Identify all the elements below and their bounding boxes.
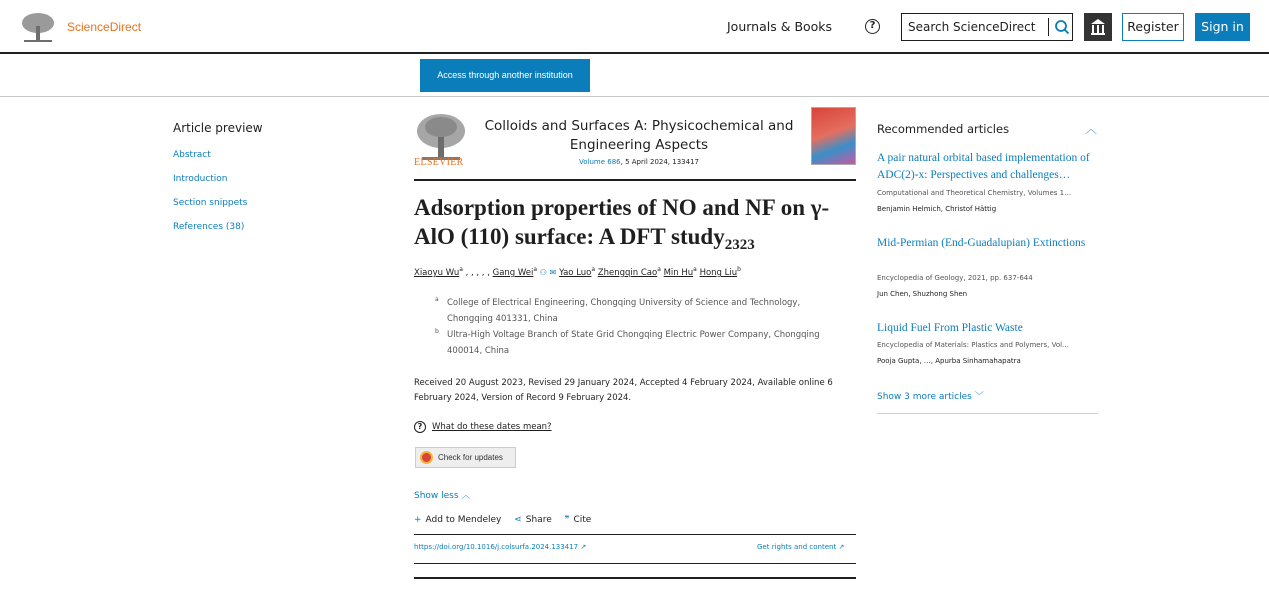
volume-details: , 5 April 2024, 133417 (620, 158, 699, 166)
add-to-mendeley-link[interactable]: Add to Mendeley (425, 515, 502, 525)
article-actions (414, 515, 591, 525)
journal-title-link[interactable]: Colloids and Surfaces A: Physicochemical and Engineering Aspects (484, 118, 794, 153)
affiliation-text: College of Electrical Engineering, Chongqing University of Science and Technology, Chongqing 401331, China (447, 298, 801, 324)
recommended-article-title[interactable]: Liquid Fuel From Plastic Waste (877, 322, 1023, 334)
search-input[interactable]: Search ScienceDirect (908, 20, 1036, 34)
crossmark-icon (420, 451, 433, 464)
recommended-articles-heading: Recommended articles (877, 122, 1010, 136)
dates-help[interactable] (414, 421, 552, 433)
article-dates: Received 20 August 2023, Revised 29 January 2024, Accepted 4 February 2024, Available online 6 February 2024, Version of Record 9 February 2024. (414, 378, 833, 403)
journal-cover-image[interactable] (811, 107, 856, 165)
recommended-divider (877, 413, 1098, 414)
author-sup: a (693, 266, 697, 273)
author-separator: , , , , , (465, 267, 490, 278)
article-title (414, 193, 856, 260)
article-title-text: Adsorption properties of NO and NF on γ-AlO (110) surface: A DFT study (414, 195, 830, 249)
author-link[interactable]: Xiaoyu Wu (414, 267, 460, 278)
author-link[interactable]: Gang Wei (492, 267, 534, 278)
doi-link[interactable] (414, 543, 586, 551)
affiliation-mark: a (435, 296, 439, 303)
show-more-articles-button[interactable] (877, 389, 984, 402)
external-link-icon: ↗ (580, 543, 587, 551)
author-list (414, 266, 741, 278)
rights-text: Get rights and content (757, 543, 837, 551)
author-sup: a (591, 266, 596, 273)
search-box[interactable] (901, 13, 1073, 41)
recommended-article-authors: Pooja Gupta, …, Apurba Sinhamahapatra (877, 357, 1021, 365)
help-icon: ? (414, 421, 426, 433)
rights-link[interactable] (757, 543, 844, 551)
access-institution-button[interactable]: Access through another institution (420, 59, 590, 92)
chevron-up-icon: ︿ (461, 491, 471, 501)
actions-divider (414, 534, 856, 535)
help-icon[interactable]: ? (865, 19, 880, 34)
author-link[interactable]: Zhengqin Cao (597, 267, 658, 278)
sidebar-item-references[interactable]: References (38) (173, 222, 245, 232)
show-less-toggle[interactable] (414, 488, 470, 501)
sidebar-item-abstract[interactable]: Abstract (173, 150, 211, 160)
doi-divider-light (414, 563, 856, 564)
recommended-article-authors: Jun Chen, Shuzhong Shen (877, 290, 968, 298)
chevron-up-icon[interactable]: ︿ (1085, 122, 1098, 136)
recommended-article-source: Computational and Theoretical Chemistry, Volumes 1… (877, 189, 1072, 197)
section-divider (414, 577, 856, 579)
quote-icon[interactable]: ❞ (564, 515, 570, 525)
check-for-updates-button[interactable] (415, 447, 516, 468)
register-button[interactable]: Register (1122, 13, 1184, 41)
external-link-icon: ↗ (838, 543, 845, 551)
author-link[interactable]: Hong Liu (699, 267, 738, 278)
search-divider (1048, 18, 1049, 36)
sidebar-item-introduction[interactable]: Introduction (173, 174, 228, 184)
chevron-down-icon: ﹀ (974, 392, 984, 402)
sidebar-item-section-snippets[interactable]: Section snippets (173, 198, 248, 208)
author-link[interactable]: Min Hu (663, 267, 694, 278)
author-sup: a (533, 266, 538, 273)
top-navigation-bar (0, 0, 1269, 54)
access-bar (0, 55, 1269, 97)
author-sup: b (737, 266, 741, 273)
journals-books-link[interactable]: Journals & Books (727, 19, 833, 34)
dates-help-link[interactable]: What do these dates mean? (432, 422, 552, 432)
email-icon[interactable]: ✉ (549, 267, 557, 277)
person-icon[interactable]: ⚇ (539, 267, 547, 277)
search-icon[interactable] (1053, 18, 1071, 36)
plus-icon[interactable]: + (414, 515, 422, 525)
affiliation-mark: b (435, 328, 439, 335)
journal-divider (414, 179, 856, 181)
doi-text: https://doi.org/10.1016/j.colsurfa.2024.133417 (414, 543, 579, 551)
elsevier-wordmark: ELSEVIER (414, 157, 464, 168)
institution-icon[interactable] (1084, 13, 1112, 41)
recommended-article-source: Encyclopedia of Geology, 2021, pp. 637-644 (877, 274, 1033, 282)
check-for-updates-label: Check for updates (438, 453, 503, 462)
affiliation-text: Ultra-High Voltage Branch of State Grid Chongqing Electric Power Company, Chongqing 400014, China (447, 330, 820, 356)
recommended-article-authors: Benjamin Helmich, Christof Hättig (877, 205, 997, 213)
author-sup: a (459, 266, 463, 273)
recommended-article-source: Encyclopedia of Materials: Plastics and Polymers, Vol… (877, 341, 1070, 349)
article-title-subscript: 2323 (724, 237, 755, 253)
share-icon[interactable]: ⋖ (514, 515, 522, 525)
elsevier-tree-logo-icon[interactable] (20, 12, 56, 44)
article-preview-heading: Article preview (173, 121, 263, 135)
sign-in-button[interactable]: Sign in (1195, 13, 1250, 41)
author-link[interactable]: Yao Luo (559, 267, 592, 278)
share-link[interactable]: Share (525, 515, 552, 525)
author-sup: a (657, 266, 661, 273)
show-less-label: Show less (414, 491, 459, 501)
volume-link[interactable]: Volume 686 (579, 158, 621, 166)
cite-link[interactable]: Cite (573, 515, 592, 525)
recommended-article-title[interactable]: A pair natural orbital based implementation of ADC(2)-x: Perspectives and challenges… (877, 152, 1090, 181)
show-more-label: Show 3 more articles (877, 392, 972, 402)
sciencedirect-logo-link[interactable]: ScienceDirect (67, 20, 142, 34)
journal-volume (478, 158, 800, 166)
recommended-article-title[interactable]: Mid-Permian (End-Guadalupian) Extinctions (877, 237, 1086, 249)
